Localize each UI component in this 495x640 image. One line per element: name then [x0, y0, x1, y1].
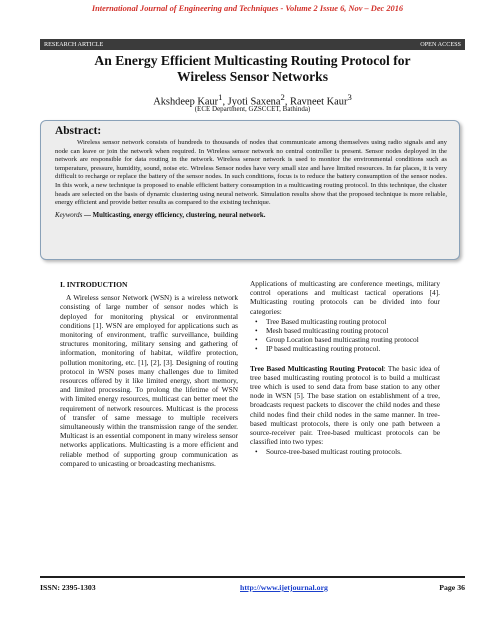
- article-type-ribbon: [40, 39, 465, 50]
- applications-paragraph: Applications of multicasting are conference meetings, military control operations and multicast tactical operations [4]. Multicasting routing protocols can be divided into four categories:: [250, 279, 440, 316]
- list-item-text: Tree Based multicasting routing protocol: [266, 316, 387, 326]
- author-list: Akshdeep Kaur$^1$, Jyoti Saxena$^2$, Ravneet Kaur$^3$: [153, 92, 352, 108]
- tree-based-paragraph: [250, 364, 440, 447]
- bullet-icon: •: [255, 316, 258, 326]
- list-item: [250, 344, 440, 353]
- author-name: Jyoti Saxena: [227, 96, 281, 108]
- tree-based-text: : The basic idea of tree based multicasting routing protocol is to build a multicast tree which is used to send data from base station to any other node in WSN [5]. The base station on establishment of a tree, broadcasts request packets to discover the child nodes and these child nodes find their child nodes in the same manner. In tree-based multicast protocols, there is only one path between a source-receiver pair. Tree-based multicast protocols can be classified into two types:: [250, 363, 440, 447]
- open-access-label: OPEN ACCESS: [420, 41, 461, 48]
- author-affiliation-mark: 1: [218, 92, 223, 102]
- list-item: [250, 326, 440, 335]
- list-item-text: Mesh based multicasting routing protocol: [266, 326, 389, 336]
- bullet-icon: •: [255, 447, 258, 457]
- journal-header-line: International Journal of Engineering and Techniques - Volume 2 Issue 6, Nov – Dec 2016: [91, 4, 404, 13]
- abstract-box: [40, 120, 460, 260]
- tree-based-heading: Tree Based Multicasting Routing Protocol: [250, 363, 384, 373]
- keywords-line: [55, 211, 447, 220]
- keywords-label: Keywords: [55, 211, 83, 219]
- page-number: Page 36: [439, 583, 465, 592]
- author-name: Akshdeep Kaur: [153, 96, 219, 108]
- paper-title-line-2: Wireless Sensor Networks: [176, 69, 329, 84]
- introduction-paragraph: A Wireless sensor Network (WSN) is a wireless network consisting of large number of sensor nodes which is deployed for monitoring physical or environmental conditions [1]. WSN are employed for applications such as monitoring of environment, traffic surveillance, building structures monitoring, military sensing and gathering of information, monitoring of habitat, wildfire protection, pollution monitoring, etc. [1], [2], [3]. Designing of routing protocol in WSN poses many challenges due to limited resources offered by it like limited energy, short memory, and limited processing. To prolong the lifetime of WSN with limited energy resources, multicast can better meet the requirement of network resources. Multicast is the process of transfer of same message to multiple receivers simultaneously within the transmission range of the sender. Multicast is an essential component in many wireless sensor networks applications. Multicasting is a more efficient and reliable method of supporting group communication as compared to unicasting or broadcasting mechanisms.: [60, 293, 238, 468]
- author-affiliation: (ECE Department, GZSCCET, Bathinda): [194, 105, 311, 113]
- bullet-icon: •: [255, 326, 258, 336]
- paper-title: [40, 53, 465, 85]
- right-column: [250, 279, 440, 461]
- journal-website-link[interactable]: http://www.ijetjournal.org: [240, 583, 328, 592]
- author-name: Ravneet Kaur: [290, 96, 348, 108]
- abstract-heading: Abstract:: [55, 125, 102, 137]
- page-footer: [40, 583, 465, 595]
- footer-divider: [40, 576, 465, 578]
- multicast-category-list: [250, 317, 440, 354]
- introduction-heading: I. INTRODUCTION: [60, 280, 128, 289]
- issn-label: ISSN: 2395-1303: [40, 583, 96, 592]
- author-affiliation-mark: 2: [280, 92, 285, 102]
- keywords-values: — Multicasting, energy efficiency, clustering, neural network.: [82, 211, 266, 219]
- list-item: [250, 447, 440, 456]
- list-item: [250, 317, 440, 326]
- list-item-text: Group Location based multicasting routing protocol: [266, 335, 419, 345]
- bullet-icon: •: [255, 335, 258, 345]
- list-item-text: Source-tree-based multicast routing protocols.: [266, 447, 402, 457]
- research-article-label: RESEARCH ARTICLE: [44, 41, 104, 48]
- bullet-icon: •: [255, 344, 258, 354]
- list-item: [250, 335, 440, 344]
- list-item-text: IP based multicasting routing protocol.: [266, 344, 381, 354]
- author-affiliation-mark: 3: [347, 92, 352, 102]
- left-column: [60, 280, 238, 468]
- tree-type-list: [250, 447, 440, 456]
- abstract-text: Wireless sensor network consists of hundreds to thousands of nodes that communicate among themselves using radio signals and any node can leave or join the network when required. In Wireless sensor network no central controller is present. Sensor nodes deployed in the network are responsible for data routing in the network. Wireless sensor network is used to monitor the environmental conditions such as temperature, pressure, humidity, sound, noise etc. Wireless Sensor nodes have very small size and have limited resources. In far places, it is very difficult to recharge or replace the battery of the sensor nodes. In such conditions, focus is to reduce the battery consumption of the sensor nodes. In this work, a new technique is proposed to enable efficient battery consumption in a multicasting routing protocol. In this technique, the cluster heads are selected on the basis of dynamic clustering using neural network. Simulation results show that the proposed technique is more reliable, energy efficient and provide better results as compared to the existing technique.: [55, 139, 447, 207]
- paper-title-line-1: An Energy Efficient Multicasting Routing Protocol for: [94, 53, 411, 68]
